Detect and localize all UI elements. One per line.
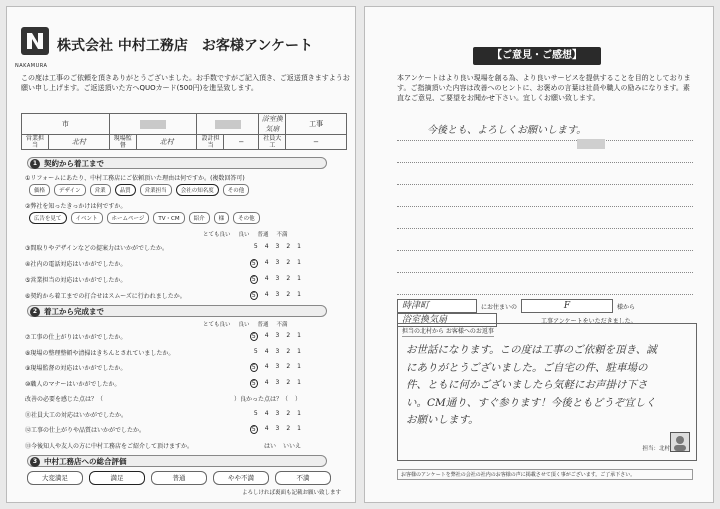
reason-option[interactable]: 品質 — [115, 184, 136, 196]
rating-row — [25, 425, 345, 434]
rating-row — [25, 410, 345, 419]
rating-row — [25, 441, 345, 450]
work-label: 工事アンケートをいただきました。 — [541, 317, 637, 325]
rating-option[interactable]: 2 — [286, 347, 291, 355]
rating-option[interactable]: 4 — [264, 378, 269, 386]
source-option[interactable]: ホームページ — [107, 212, 150, 224]
question-source: ②弊社を知ったきっかけは何ですか。 — [25, 203, 127, 210]
rating-question: 改善の必要を感じた点は？（ — [25, 396, 104, 403]
rating-option[interactable]: 1 — [297, 347, 301, 355]
rating-options — [250, 379, 345, 388]
design-staff-label: 設計担当 — [197, 135, 224, 150]
work-type-value: 浴室換気扇 — [259, 114, 286, 135]
reason-option[interactable]: 営業担当 — [140, 184, 172, 196]
rating-option[interactable]: 3 — [275, 425, 280, 432]
rating-option[interactable]: 4 — [264, 347, 269, 355]
rating-option[interactable]: 2 — [286, 259, 291, 266]
source-options — [29, 212, 260, 224]
rating-option[interactable]: 2 — [286, 243, 291, 250]
rating-row — [25, 348, 345, 357]
rating-option[interactable]: 3 — [275, 332, 280, 339]
rating-option[interactable]: 1 — [297, 363, 301, 370]
rating-option[interactable]: 4 — [264, 363, 269, 370]
overall-option[interactable]: やや不満 — [213, 471, 269, 485]
rating-row — [25, 259, 345, 268]
staff-reply-heading: 担当の北村から お客様へのお返事 — [402, 328, 494, 335]
section-number-2: 2 — [30, 307, 40, 317]
rating-options — [254, 243, 345, 252]
customer-location-row — [397, 299, 693, 313]
rating-option[interactable]: 1 — [297, 259, 301, 266]
staff-reply-message: お世話になります。この度は工事のご依頼を頂き、誠にありがとうございました。ご自宅の件、駐車場の件、ともに何かございましたら気軽にお声掛け下さい。CM通り、すぐ参ります！今後ともどうぞ宜しくお願いします。 — [406, 344, 657, 426]
section-title: 中村工務店への総合評価 — [44, 457, 127, 466]
rating-question: ⑨現場監督の対応はいかがでしたか。 — [25, 365, 127, 372]
rating-option[interactable]: 3 — [275, 259, 280, 266]
rating-scale-header — [203, 320, 288, 328]
reason-option[interactable]: 会社の知名度 — [176, 184, 219, 196]
rating-options — [264, 441, 345, 450]
rating-option[interactable]: 5 — [253, 243, 258, 250]
staff-caption: 担当：北村 — [642, 446, 670, 452]
rating-option[interactable]: 2 — [286, 291, 291, 298]
reason-option[interactable]: 営業 — [90, 184, 111, 196]
work-type-label: 工事 — [286, 114, 347, 135]
overall-option[interactable]: 不満 — [275, 471, 331, 485]
rating-option[interactable]: 4 — [264, 425, 269, 432]
section-contract — [27, 157, 327, 169]
sales-staff-value: 北村 — [49, 135, 110, 150]
rating-option[interactable]: 3 — [275, 409, 280, 417]
brand-name: NAKAMURA — [15, 63, 48, 69]
rating-options — [254, 410, 345, 419]
section-title: 着工から完成まで — [44, 307, 104, 316]
source-option[interactable]: 広告を見て — [29, 212, 67, 224]
scale-label: 良い — [238, 232, 250, 238]
rating-question: ⑤営業担当の対応はいかがでしたか。 — [25, 277, 127, 284]
overall-option[interactable]: 満足 — [89, 471, 145, 485]
rating-option[interactable]: 4 — [264, 332, 269, 339]
rating-option[interactable]: 3 — [275, 363, 280, 370]
rating-option[interactable]: 1 — [297, 243, 301, 250]
rating-option[interactable]: 1 — [297, 409, 301, 417]
rating-option[interactable]: 1 — [297, 378, 301, 386]
rating-option[interactable]: 5 — [251, 276, 256, 283]
customer-comment: 今後とも、よろしくお願いします。 — [427, 125, 587, 136]
rating-option[interactable]: 3 — [275, 291, 280, 298]
overall-option[interactable]: 普通 — [151, 471, 207, 485]
staff-reply-box — [397, 323, 697, 461]
rating-option[interactable]: 3 — [275, 243, 280, 250]
rating-options — [250, 425, 345, 434]
rating-options — [250, 363, 345, 372]
town-label: にお住まいの — [481, 303, 518, 311]
feedback-footer: お客様のアンケートを弊社の会社の社内のお客様の声に掲載させて頂く事がございます。ご了承下さい。 — [397, 469, 693, 480]
survey-intro: この度は工事のご依頼を頂きありがとうございました。お手数ですがご記入頂き、ご返送頂きますようお願い申し上げます。ご返送頂いた方へQUOカード(500円)を進呈致します。 — [21, 74, 350, 92]
rating-question: ⑩職人のマナーはいかがでしたか。 — [25, 380, 121, 388]
overall-option[interactable]: 大変満足 — [27, 471, 83, 485]
rating-question: ④社内の電話対応はいかがでしたか。 — [25, 261, 127, 268]
rating-option[interactable]: 4 — [264, 409, 269, 417]
rating-question: ③間取りやデザインなどの提案力はいかがでしたか。 — [25, 245, 168, 252]
rating-option[interactable]: 2 — [286, 378, 291, 386]
redacted-name — [577, 139, 605, 149]
scale-label: 普通 — [257, 322, 269, 328]
rating-option[interactable]: 4 — [264, 243, 269, 250]
rating-option[interactable]: 2 — [286, 275, 291, 282]
site-supervisor-value: 北村 — [136, 135, 197, 150]
customer-name-value: F — [521, 299, 613, 313]
rating-option[interactable]: 3 — [275, 378, 280, 386]
rating-row — [25, 363, 345, 372]
customer-info-grid — [21, 113, 347, 150]
rating-row — [25, 291, 345, 300]
rating-option[interactable]: 4 — [264, 259, 269, 266]
town-value: 時津町 — [397, 299, 477, 313]
rating-option[interactable]: 5 — [251, 364, 256, 371]
rating-option[interactable]: はい — [263, 442, 276, 450]
rating-option[interactable]: 2 — [286, 363, 291, 370]
feedback-title: 【ご意見・ご感想】 — [473, 47, 601, 65]
rating-question: ⑧現場の整理整頓や清掃はきちんとされていましたか。 — [25, 349, 175, 357]
source-option[interactable]: その他 — [233, 212, 260, 224]
reason-options — [29, 184, 249, 196]
source-option[interactable]: TV・CM — [153, 212, 184, 224]
rating-options — [250, 332, 345, 341]
scale-label: とても良い — [203, 322, 231, 328]
rating-scale-header — [203, 230, 288, 238]
rating-option[interactable]: 2 — [286, 409, 291, 417]
rating-row — [25, 332, 345, 341]
section-overall — [27, 455, 327, 467]
question-reason: ①リフォームにあたり、中村工務店にご依頼頂いた理由は何ですか。(複数回答可) — [25, 175, 245, 182]
rating-row — [25, 379, 345, 388]
rating-option[interactable]: 1 — [297, 275, 301, 282]
rating-options — [250, 275, 345, 284]
rating-option[interactable]: 5 — [253, 347, 258, 355]
carpenter-label: 社員大工 — [259, 135, 286, 150]
site-supervisor-label: 現場監督 — [109, 135, 136, 150]
company-logo-icon — [21, 27, 49, 61]
rating-question: ⑥契約から着工までの打合せはスムーズに行われましたか。 — [25, 293, 186, 300]
rating-options — [250, 291, 345, 300]
rating-option[interactable]: 2 — [286, 425, 291, 432]
city-label: 市 — [22, 114, 110, 135]
section-number-3: 3 — [30, 457, 40, 467]
feedback-intro: 本アンケートはより良い現場を創る為、より良いサービスを提供することを目的としております。ご指摘頂いた内容は改善へのヒントに、お褒めの言葉は社員や職人の励みになります。素直なご意見、ご要望をお聞かせ下さい。宜しくお願い致します。 — [397, 74, 691, 102]
overall-rating-options — [27, 471, 331, 485]
rating-option[interactable]: 1 — [297, 332, 301, 339]
comment-lines — [397, 119, 693, 295]
rating-option[interactable]: 3 — [275, 347, 280, 355]
rating-option[interactable]: 3 — [275, 275, 280, 282]
source-option[interactable]: イベント — [71, 212, 103, 224]
rating-option[interactable]: いいえ — [282, 442, 301, 450]
rating-row — [25, 394, 345, 403]
rating-row — [25, 275, 345, 284]
rating-option[interactable]: 5 — [251, 292, 256, 299]
redacted-field — [140, 120, 166, 129]
rating-option[interactable]: 1 — [297, 425, 301, 432]
person-icon — [671, 433, 689, 451]
rating-question: ⑬今後知人や友人の方に中村工務店をご紹介して頂けますか。 — [25, 442, 194, 450]
scale-label: とても良い — [203, 232, 231, 238]
customer-suffix-label: 様から — [617, 303, 636, 311]
design-staff-value: − — [224, 135, 259, 150]
rating-option[interactable]: 4 — [264, 275, 269, 282]
staff-photo — [670, 432, 690, 452]
survey-back-page — [364, 6, 714, 503]
survey-front-page — [6, 6, 356, 503]
rating-options — [234, 394, 345, 403]
rating-question: ⑦工事の仕上がりはいかがでしたか。 — [25, 334, 127, 341]
source-option[interactable]: 紹介 — [189, 212, 210, 224]
redacted-field — [215, 120, 241, 129]
rating-option[interactable]: ） — [294, 396, 301, 403]
reason-option[interactable]: デザイン — [54, 184, 86, 196]
section-construction — [27, 305, 327, 317]
scale-label: 普通 — [257, 232, 269, 238]
rating-option[interactable]: 1 — [297, 291, 301, 298]
footnote: よろしければ裏面も記載お願い致します — [241, 490, 341, 496]
rating-option[interactable]: 5 — [251, 426, 256, 433]
scale-label: 不満 — [276, 322, 288, 328]
rating-question: ⑪社員大工の対応はいかがでしたか。 — [25, 411, 128, 419]
rating-options — [254, 348, 345, 357]
rating-option[interactable]: 5 — [253, 409, 258, 417]
work-value: 浴室換気扇 — [397, 313, 497, 327]
rating-row — [25, 243, 345, 252]
survey-title: 株式会社 中村工務店 お客様アンケート — [57, 38, 314, 54]
rating-option[interactable]: ）良かった点は？（ — [233, 396, 288, 403]
rating-option[interactable]: 5 — [251, 379, 256, 387]
rating-question: ⑫工事の仕上がりや品質はいかがでしたか。 — [25, 427, 146, 434]
reason-option[interactable]: 価格 — [29, 184, 50, 196]
scale-label: 不満 — [276, 232, 288, 238]
scale-label: 良い — [238, 322, 250, 328]
rating-option[interactable]: 4 — [264, 291, 269, 298]
reason-option[interactable]: その他 — [223, 184, 250, 196]
rating-option[interactable]: 5 — [251, 260, 256, 267]
carpenter-value: − — [286, 135, 347, 150]
section-number-1: 1 — [30, 159, 40, 169]
section-title: 契約から着工まで — [44, 159, 104, 168]
rating-options — [250, 259, 345, 268]
source-option[interactable]: 様 — [214, 212, 230, 224]
sales-staff-label: 営業担当 — [22, 135, 49, 150]
rating-option[interactable]: 2 — [286, 332, 291, 339]
rating-option[interactable]: 5 — [251, 333, 256, 340]
